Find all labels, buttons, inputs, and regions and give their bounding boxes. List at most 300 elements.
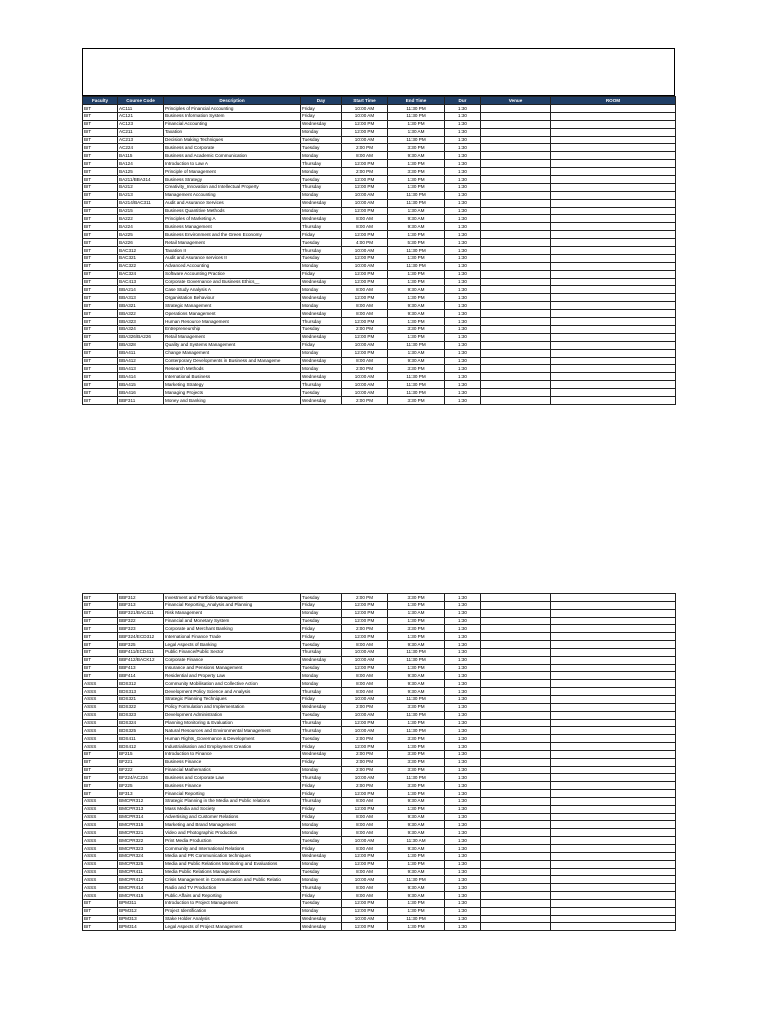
room-cell[interactable] — [551, 294, 676, 302]
description-cell[interactable]: Organistation Behaviour — [164, 294, 301, 302]
day-cell[interactable]: Wednesday — [301, 915, 342, 923]
day-cell[interactable]: Wednesday — [301, 310, 342, 318]
room-cell[interactable] — [551, 207, 676, 215]
duration-cell[interactable]: 1:30 — [445, 144, 481, 152]
venue-cell[interactable] — [481, 711, 551, 719]
course-code-cell[interactable]: BBA214 — [118, 286, 164, 294]
course-code-cell[interactable]: BMCPR322 — [118, 837, 164, 845]
day-cell[interactable]: Thursday — [301, 884, 342, 892]
start-time-cell[interactable]: 12:00 PM — [342, 664, 388, 672]
faculty-cell[interactable]: BIT — [83, 782, 118, 790]
end-time-cell[interactable]: 1:30 AM — [388, 349, 445, 357]
day-cell[interactable]: Tuesday — [301, 176, 342, 184]
description-cell[interactable]: Business Finance — [164, 782, 301, 790]
course-code-cell[interactable]: BAC322 — [118, 262, 164, 270]
start-time-cell[interactable]: 12:00 PM — [342, 160, 388, 168]
faculty-cell[interactable]: BIT — [83, 152, 118, 160]
faculty-cell[interactable]: BIT — [83, 112, 118, 120]
room-cell[interactable] — [551, 128, 676, 136]
start-time-cell[interactable]: 4:00 PM — [342, 239, 388, 247]
faculty-cell[interactable]: BIT — [83, 128, 118, 136]
venue-cell[interactable] — [481, 782, 551, 790]
faculty-cell[interactable]: ASSS — [83, 797, 118, 805]
room-cell[interactable] — [551, 899, 676, 907]
venue-cell[interactable] — [481, 609, 551, 617]
room-cell[interactable] — [551, 680, 676, 688]
description-cell[interactable]: Financial Reporting — [164, 790, 301, 798]
venue-cell[interactable] — [481, 191, 551, 199]
start-time-cell[interactable]: 2:00 PM — [342, 703, 388, 711]
venue-cell[interactable] — [481, 302, 551, 310]
course-code-cell[interactable]: BMCPR415 — [118, 892, 164, 900]
day-cell[interactable]: Thursday — [301, 247, 342, 255]
course-code-cell[interactable]: BBA313 — [118, 294, 164, 302]
start-time-cell[interactable]: 10:00 AM — [342, 262, 388, 270]
venue-cell[interactable] — [481, 758, 551, 766]
duration-cell[interactable]: 1:30 — [445, 357, 481, 365]
duration-cell[interactable]: 1:30 — [445, 160, 481, 168]
day-cell[interactable]: Tuesday — [301, 254, 342, 262]
description-cell[interactable]: Strategic Planning in the Media and Public relations — [164, 797, 301, 805]
course-code-cell[interactable]: BMCPR325 — [118, 860, 164, 868]
description-cell[interactable]: Taxation II — [164, 247, 301, 255]
faculty-cell[interactable]: BIT — [83, 633, 118, 641]
venue-cell[interactable] — [481, 790, 551, 798]
room-cell[interactable] — [551, 907, 676, 915]
end-time-cell[interactable]: 1:30 PM — [388, 318, 445, 326]
start-time-cell[interactable]: 12:00 PM — [342, 743, 388, 751]
course-code-cell[interactable]: BBF324/ECD312 — [118, 633, 164, 641]
duration-cell[interactable]: 1:30 — [445, 247, 481, 255]
description-cell[interactable]: Software Accounting Practice — [164, 270, 301, 278]
description-cell[interactable]: Advanced Accounting — [164, 262, 301, 270]
description-cell[interactable]: Management Accounting — [164, 191, 301, 199]
room-cell[interactable] — [551, 247, 676, 255]
end-time-cell[interactable]: 11:30 PM — [388, 247, 445, 255]
venue-cell[interactable] — [481, 907, 551, 915]
venue-cell[interactable] — [481, 239, 551, 247]
faculty-cell[interactable]: BIT — [83, 758, 118, 766]
duration-cell[interactable]: 1:30 — [445, 899, 481, 907]
start-time-cell[interactable]: 8:00 AM — [342, 688, 388, 696]
duration-cell[interactable]: 1:30 — [445, 829, 481, 837]
course-code-cell[interactable]: BBA324 — [118, 325, 164, 333]
faculty-cell[interactable]: BIT — [83, 609, 118, 617]
venue-cell[interactable] — [481, 766, 551, 774]
faculty-cell[interactable]: ASSS — [83, 852, 118, 860]
day-cell[interactable]: Monday — [301, 860, 342, 868]
course-code-cell[interactable]: BBF313 — [118, 601, 164, 609]
duration-cell[interactable]: 1:30 — [445, 302, 481, 310]
room-cell[interactable] — [551, 160, 676, 168]
description-cell[interactable]: Business Quantitive Methods — [164, 207, 301, 215]
venue-cell[interactable] — [481, 105, 551, 113]
end-time-cell[interactable]: 11:30 PM — [388, 915, 445, 923]
room-cell[interactable] — [551, 278, 676, 286]
description-cell[interactable]: Stake Holder Analysis — [164, 915, 301, 923]
end-time-cell[interactable]: 9:30 AM — [388, 688, 445, 696]
day-cell[interactable]: Friday — [301, 782, 342, 790]
room-cell[interactable] — [551, 719, 676, 727]
duration-cell[interactable]: 1:30 — [445, 923, 481, 931]
duration-cell[interactable]: 1:30 — [445, 239, 481, 247]
duration-cell[interactable]: 1:30 — [445, 688, 481, 696]
room-cell[interactable] — [551, 365, 676, 373]
start-time-cell[interactable]: 2:00 PM — [342, 766, 388, 774]
day-cell[interactable]: Friday — [301, 625, 342, 633]
course-code-cell[interactable]: BBA321 — [118, 302, 164, 310]
venue-cell[interactable] — [481, 617, 551, 625]
day-cell[interactable]: Monday — [301, 262, 342, 270]
description-cell[interactable]: Marketing Strategy — [164, 381, 301, 389]
end-time-cell[interactable]: 11:30 PM — [388, 199, 445, 207]
start-time-cell[interactable]: 2:00 PM — [342, 594, 388, 602]
duration-cell[interactable]: 1:30 — [445, 396, 481, 404]
room-cell[interactable] — [551, 766, 676, 774]
venue-cell[interactable] — [481, 357, 551, 365]
end-time-cell[interactable]: 11:30 PM — [388, 648, 445, 656]
course-code-cell[interactable]: BF313 — [118, 790, 164, 798]
start-time-cell[interactable]: 2:00 PM — [342, 144, 388, 152]
day-cell[interactable]: Monday — [301, 207, 342, 215]
start-time-cell[interactable]: 2:00 PM — [342, 365, 388, 373]
faculty-cell[interactable]: ASSS — [83, 805, 118, 813]
end-time-cell[interactable]: 9:30 AM — [388, 829, 445, 837]
end-time-cell[interactable]: 1:30 PM — [388, 633, 445, 641]
faculty-cell[interactable]: ASSS — [83, 868, 118, 876]
start-time-cell[interactable]: 12:00 PM — [342, 805, 388, 813]
course-code-cell[interactable]: BMCPR314 — [118, 813, 164, 821]
course-code-cell[interactable]: BBF322 — [118, 617, 164, 625]
day-cell[interactable]: Friday — [301, 633, 342, 641]
end-time-cell[interactable]: 1:30 PM — [388, 601, 445, 609]
description-cell[interactable]: Case Study Analysis A — [164, 286, 301, 294]
start-time-cell[interactable]: 12:00 PM — [342, 183, 388, 191]
venue-cell[interactable] — [481, 852, 551, 860]
course-code-cell[interactable]: BBA415 — [118, 381, 164, 389]
faculty-cell[interactable]: BIT — [83, 191, 118, 199]
description-cell[interactable]: Project Identification — [164, 907, 301, 915]
room-cell[interactable] — [551, 325, 676, 333]
course-code-cell[interactable]: BA215 — [118, 207, 164, 215]
description-cell[interactable]: Money and Banking — [164, 396, 301, 404]
course-code-cell[interactable]: BBA322 — [118, 310, 164, 318]
course-code-cell[interactable]: BBA414 — [118, 373, 164, 381]
start-time-cell[interactable]: 8:00 AM — [342, 286, 388, 294]
start-time-cell[interactable]: 8:00 AM — [342, 302, 388, 310]
end-time-cell[interactable]: 1:30 PM — [388, 719, 445, 727]
description-cell[interactable]: Business Environment and the Green Economy — [164, 231, 301, 239]
start-time-cell[interactable]: 8:00 AM — [342, 680, 388, 688]
room-cell[interactable] — [551, 144, 676, 152]
room-cell[interactable] — [551, 231, 676, 239]
room-cell[interactable] — [551, 664, 676, 672]
venue-cell[interactable] — [481, 915, 551, 923]
course-code-cell[interactable]: AC123 — [118, 120, 164, 128]
end-time-cell[interactable]: 11:30 AM — [388, 837, 445, 845]
course-code-cell[interactable]: BAC321 — [118, 254, 164, 262]
duration-cell[interactable]: 1:30 — [445, 852, 481, 860]
duration-cell[interactable]: 1:30 — [445, 648, 481, 656]
duration-cell[interactable]: 1:30 — [445, 318, 481, 326]
day-cell[interactable]: Friday — [301, 112, 342, 120]
duration-cell[interactable]: 1:30 — [445, 845, 481, 853]
day-cell[interactable]: Tuesday — [301, 239, 342, 247]
duration-cell[interactable]: 1:30 — [445, 695, 481, 703]
faculty-cell[interactable]: BIT — [83, 144, 118, 152]
faculty-cell[interactable]: BIT — [83, 120, 118, 128]
course-code-cell[interactable]: BBF411/ECD411 — [118, 648, 164, 656]
room-cell[interactable] — [551, 357, 676, 365]
start-time-cell[interactable]: 8:00 AM — [342, 821, 388, 829]
description-cell[interactable]: International Finance Trade — [164, 633, 301, 641]
end-time-cell[interactable]: 1:30 AM — [388, 207, 445, 215]
start-time-cell[interactable]: 10:00 AM — [342, 389, 388, 397]
description-cell[interactable]: Mass Media and Society — [164, 805, 301, 813]
end-time-cell[interactable]: 1:30 PM — [388, 333, 445, 341]
day-cell[interactable]: Monday — [301, 907, 342, 915]
faculty-cell[interactable]: BIT — [83, 278, 118, 286]
room-cell[interactable] — [551, 813, 676, 821]
course-code-cell[interactable]: AC224 — [118, 144, 164, 152]
end-time-cell[interactable]: 11:30 PM — [388, 341, 445, 349]
start-time-cell[interactable]: 12:00 PM — [342, 270, 388, 278]
start-time-cell[interactable]: 12:00 PM — [342, 349, 388, 357]
duration-cell[interactable]: 1:30 — [445, 207, 481, 215]
duration-cell[interactable]: 1:30 — [445, 286, 481, 294]
venue-cell[interactable] — [481, 310, 551, 318]
start-time-cell[interactable]: 12:00 PM — [342, 899, 388, 907]
start-time-cell[interactable]: 12:00 PM — [342, 318, 388, 326]
venue-cell[interactable] — [481, 136, 551, 144]
venue-cell[interactable] — [481, 743, 551, 751]
duration-cell[interactable]: 1:30 — [445, 365, 481, 373]
room-cell[interactable] — [551, 318, 676, 326]
faculty-cell[interactable]: BIT — [83, 381, 118, 389]
room-cell[interactable] — [551, 381, 676, 389]
start-time-cell[interactable]: 12:00 PM — [342, 231, 388, 239]
faculty-cell[interactable]: BIT — [83, 286, 118, 294]
duration-cell[interactable]: 1:30 — [445, 373, 481, 381]
description-cell[interactable]: Financial and Monetary System — [164, 617, 301, 625]
description-cell[interactable]: Corporate and Merchant Banking — [164, 625, 301, 633]
description-cell[interactable]: Strategic Planning Techniques — [164, 695, 301, 703]
start-time-cell[interactable]: 2:00 PM — [342, 625, 388, 633]
start-time-cell[interactable]: 10:00 AM — [342, 711, 388, 719]
end-time-cell[interactable]: 1:30 PM — [388, 923, 445, 931]
day-cell[interactable]: Friday — [301, 231, 342, 239]
description-cell[interactable]: Financial Mathematics — [164, 766, 301, 774]
day-cell[interactable]: Wednesday — [301, 333, 342, 341]
duration-cell[interactable]: 1:30 — [445, 805, 481, 813]
day-cell[interactable]: Wednesday — [301, 294, 342, 302]
description-cell[interactable]: Business and Corporate — [164, 144, 301, 152]
description-cell[interactable]: Managing Projects — [164, 389, 301, 397]
day-cell[interactable]: Wednesday — [301, 923, 342, 931]
description-cell[interactable]: Introduction to Finance — [164, 750, 301, 758]
course-code-cell[interactable]: BA124 — [118, 160, 164, 168]
course-code-cell[interactable]: BPM312 — [118, 907, 164, 915]
duration-cell[interactable]: 1:30 — [445, 310, 481, 318]
day-cell[interactable]: Wednesday — [301, 750, 342, 758]
duration-cell[interactable]: 1:30 — [445, 625, 481, 633]
end-time-cell[interactable]: 1:30 PM — [388, 860, 445, 868]
faculty-cell[interactable]: BIT — [83, 656, 118, 664]
end-time-cell[interactable]: 11:30 PM — [388, 191, 445, 199]
faculty-cell[interactable]: BIT — [83, 223, 118, 231]
course-code-cell[interactable]: BA222 — [118, 215, 164, 223]
end-time-cell[interactable]: 11:30 PM — [388, 876, 445, 884]
venue-cell[interactable] — [481, 845, 551, 853]
description-cell[interactable]: Introduction to Law A — [164, 160, 301, 168]
faculty-cell[interactable]: BIT — [83, 625, 118, 633]
faculty-cell[interactable]: BIT — [83, 341, 118, 349]
day-cell[interactable]: Wednesday — [301, 396, 342, 404]
end-time-cell[interactable]: 9:30 AM — [388, 357, 445, 365]
day-cell[interactable]: Wednesday — [301, 199, 342, 207]
start-time-cell[interactable]: 12:00 PM — [342, 907, 388, 915]
start-time-cell[interactable]: 8:00 AM — [342, 845, 388, 853]
venue-cell[interactable] — [481, 876, 551, 884]
venue-cell[interactable] — [481, 884, 551, 892]
description-cell[interactable]: Crisis Management in Communication and Public Relatio — [164, 876, 301, 884]
end-time-cell[interactable]: 3:30 PM — [388, 758, 445, 766]
room-cell[interactable] — [551, 341, 676, 349]
course-code-cell[interactable]: BA125 — [118, 168, 164, 176]
room-cell[interactable] — [551, 625, 676, 633]
description-cell[interactable]: Media and PR Communication techniques — [164, 852, 301, 860]
room-cell[interactable] — [551, 648, 676, 656]
end-time-cell[interactable]: 1:30 PM — [388, 805, 445, 813]
faculty-cell[interactable]: BIT — [83, 207, 118, 215]
faculty-cell[interactable]: BIT — [83, 183, 118, 191]
venue-cell[interactable] — [481, 923, 551, 931]
duration-cell[interactable]: 1:30 — [445, 609, 481, 617]
end-time-cell[interactable]: 3:30 PM — [388, 703, 445, 711]
course-code-cell[interactable]: BBF321/BAC411 — [118, 609, 164, 617]
description-cell[interactable]: Advertising and Customer Relations — [164, 813, 301, 821]
end-time-cell[interactable]: 11:30 PM — [388, 373, 445, 381]
venue-cell[interactable] — [481, 176, 551, 184]
room-cell[interactable] — [551, 183, 676, 191]
end-time-cell[interactable]: 9:30 AM — [388, 821, 445, 829]
faculty-cell[interactable]: BIT — [83, 907, 118, 915]
room-cell[interactable] — [551, 191, 676, 199]
course-code-cell[interactable]: BMCPR312 — [118, 797, 164, 805]
description-cell[interactable]: Natural Resources and Environmental Management — [164, 727, 301, 735]
end-time-cell[interactable]: 3:30 PM — [388, 325, 445, 333]
room-cell[interactable] — [551, 641, 676, 649]
start-time-cell[interactable]: 2:00 PM — [342, 758, 388, 766]
venue-cell[interactable] — [481, 318, 551, 326]
faculty-cell[interactable]: BIT — [83, 648, 118, 656]
faculty-cell[interactable]: ASSS — [83, 860, 118, 868]
start-time-cell[interactable]: 12:00 PM — [342, 601, 388, 609]
course-code-cell[interactable]: BAC324 — [118, 270, 164, 278]
room-cell[interactable] — [551, 915, 676, 923]
course-code-cell[interactable]: BMCPR313 — [118, 805, 164, 813]
venue-cell[interactable] — [481, 594, 551, 602]
description-cell[interactable]: Public Affairs and Reporting — [164, 892, 301, 900]
end-time-cell[interactable]: 3:30 PM — [388, 594, 445, 602]
faculty-cell[interactable]: BIT — [83, 594, 118, 602]
day-cell[interactable]: Friday — [301, 790, 342, 798]
end-time-cell[interactable]: 9:30 AM — [388, 797, 445, 805]
day-cell[interactable]: Wednesday — [301, 357, 342, 365]
day-cell[interactable]: Monday — [301, 821, 342, 829]
description-cell[interactable]: Community and International Relations — [164, 845, 301, 853]
venue-cell[interactable] — [481, 286, 551, 294]
day-cell[interactable]: Thursday — [301, 688, 342, 696]
room-cell[interactable] — [551, 302, 676, 310]
course-code-cell[interactable]: BDS411 — [118, 735, 164, 743]
description-cell[interactable]: International Business — [164, 373, 301, 381]
end-time-cell[interactable]: 11:30 PM — [388, 656, 445, 664]
room-cell[interactable] — [551, 168, 676, 176]
duration-cell[interactable]: 1:30 — [445, 270, 481, 278]
course-code-cell[interactable]: BF224/AC224 — [118, 774, 164, 782]
start-time-cell[interactable]: 12:00 PM — [342, 278, 388, 286]
faculty-cell[interactable]: BIT — [83, 333, 118, 341]
start-time-cell[interactable]: 12:00 PM — [342, 633, 388, 641]
faculty-cell[interactable]: BIT — [83, 349, 118, 357]
end-time-cell[interactable]: 11:30 PM — [388, 262, 445, 270]
end-time-cell[interactable]: 9:30 AM — [388, 310, 445, 318]
start-time-cell[interactable]: 8:00 AM — [342, 797, 388, 805]
day-cell[interactable]: Monday — [301, 609, 342, 617]
description-cell[interactable]: Change Management — [164, 349, 301, 357]
venue-cell[interactable] — [481, 231, 551, 239]
room-cell[interactable] — [551, 152, 676, 160]
room-cell[interactable] — [551, 868, 676, 876]
room-cell[interactable] — [551, 254, 676, 262]
course-code-cell[interactable]: BDS312 — [118, 680, 164, 688]
duration-cell[interactable]: 1:30 — [445, 633, 481, 641]
day-cell[interactable]: Friday — [301, 845, 342, 853]
faculty-cell[interactable]: BIT — [83, 750, 118, 758]
start-time-cell[interactable]: 12:00 PM — [342, 176, 388, 184]
description-cell[interactable]: Insurance and Pensions Management — [164, 664, 301, 672]
venue-cell[interactable] — [481, 168, 551, 176]
faculty-cell[interactable]: ASSS — [83, 884, 118, 892]
duration-cell[interactable]: 1:30 — [445, 774, 481, 782]
venue-cell[interactable] — [481, 144, 551, 152]
room-cell[interactable] — [551, 860, 676, 868]
start-time-cell[interactable]: 12:00 PM — [342, 719, 388, 727]
course-code-cell[interactable]: BMCPR324 — [118, 852, 164, 860]
faculty-cell[interactable]: ASSS — [83, 821, 118, 829]
venue-cell[interactable] — [481, 750, 551, 758]
day-cell[interactable]: Wednesday — [301, 120, 342, 128]
end-time-cell[interactable]: 5:30 PM — [388, 239, 445, 247]
room-cell[interactable] — [551, 262, 676, 270]
duration-cell[interactable]: 1:30 — [445, 223, 481, 231]
end-time-cell[interactable]: 9:30 AM — [388, 892, 445, 900]
faculty-cell[interactable]: BIT — [83, 357, 118, 365]
room-cell[interactable] — [551, 672, 676, 680]
end-time-cell[interactable]: 1:30 PM — [388, 790, 445, 798]
course-code-cell[interactable]: BA212 — [118, 183, 164, 191]
venue-cell[interactable] — [481, 868, 551, 876]
course-code-cell[interactable]: BA224 — [118, 223, 164, 231]
day-cell[interactable]: Monday — [301, 680, 342, 688]
start-time-cell[interactable]: 10:00 AM — [342, 136, 388, 144]
duration-cell[interactable]: 1:30 — [445, 231, 481, 239]
course-code-cell[interactable]: BA214/BAC311 — [118, 199, 164, 207]
room-cell[interactable] — [551, 349, 676, 357]
course-code-cell[interactable]: BDS325 — [118, 727, 164, 735]
end-time-cell[interactable]: 9:30 AM — [388, 672, 445, 680]
